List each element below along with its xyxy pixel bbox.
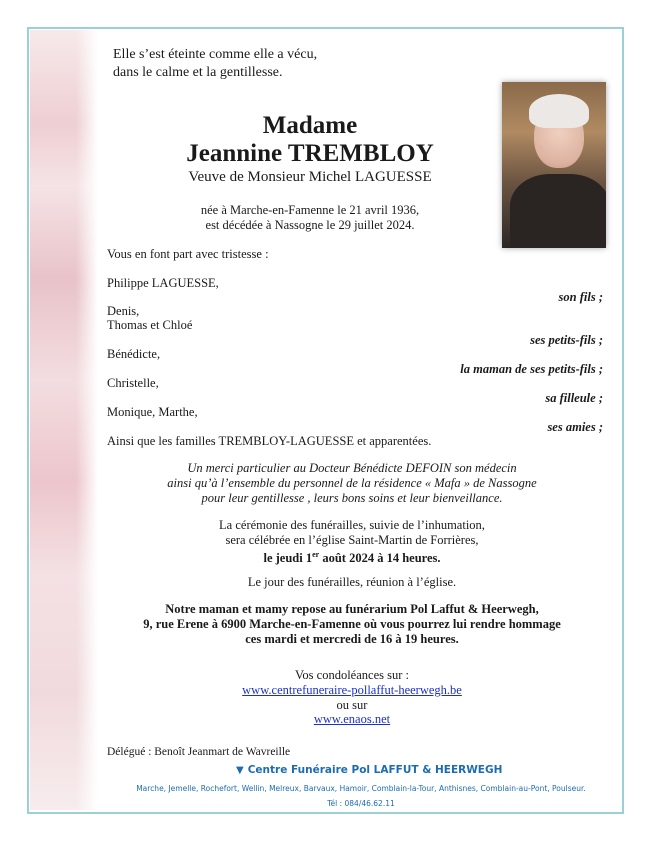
ceremony-line-1: La cérémonie des funérailles, suivie de l’inhumation,: [219, 518, 485, 532]
condolences-label: Vos condoléances sur :: [295, 668, 409, 682]
condolences-link-wrap-2: [107, 712, 597, 727]
condolences-link-1[interactable]: www.centrefuneraire-pollaffut-heerwegh.be: [242, 683, 462, 697]
reunion-line: Le jour des funérailles, réunion à l’église.: [247, 575, 457, 589]
ceremony-date-day: le jeudi 1: [263, 551, 313, 566]
family-name: Monique, Marthe,: [107, 405, 198, 419]
deceased-name: Jeannine TREMBLOY: [186, 140, 434, 167]
family-name: Denis,: [107, 304, 140, 318]
quote-line-2: dans le calme et la gentillesse.: [113, 65, 283, 80]
ceremony-line-2: sera célébrée en l’église Saint-Martin de Forrières,: [225, 533, 479, 547]
family-role: sa filleule ;: [545, 391, 603, 405]
ceremony-date-rest: août 2024 à 14 heures.: [319, 551, 441, 566]
family-role: ses petits-fils ;: [530, 333, 603, 347]
family-name: Philippe LAGUESSE,: [107, 276, 219, 290]
death-line: est décédée à Nassogne le 29 juillet 2024.: [205, 218, 415, 232]
family-role: son fils ;: [558, 290, 603, 304]
intro-text: Vous en font part avec tristesse :: [107, 247, 269, 261]
family-name: Bénédicte,: [107, 347, 161, 361]
company-label: Centre Funéraire Pol LAFFUT & HEERWEGH: [247, 764, 503, 776]
thanks-line-2: ainsi qu’à l’ensemble du personnel de la résidence « Mafa » de Nassogne: [167, 476, 537, 490]
family-role: la maman de ses petits-fils ;: [460, 362, 603, 376]
phone-line: Tél : 084/46.62.11: [327, 799, 395, 808]
ceremony-date: [107, 547, 597, 566]
family-role: ses amies ;: [547, 420, 603, 434]
company-name: [236, 764, 502, 776]
family-name: Christelle,: [107, 376, 159, 390]
delegate-line: Délégué : Benoît Jeanmart de Wavreille: [107, 746, 291, 758]
condolences-link-wrap: [107, 683, 597, 698]
thanks-line-1: Un merci particulier au Docteur Bénédicte DEFOIN son médecin: [187, 461, 517, 475]
triangle-down-icon: ▼: [236, 765, 244, 776]
condolences-link-2[interactable]: www.enaos.net: [313, 712, 391, 726]
thanks-line-3: pour leur gentillesse , leurs bons soins et leur bienveillance.: [201, 491, 503, 505]
ceremony-date-sup: er: [312, 550, 320, 559]
quote-line-1: Elle s’est éteinte comme elle a vécu,: [113, 47, 318, 62]
birth-line: née à Marche-en-Famenne le 21 avril 1936,: [200, 203, 420, 217]
salutation: Madame: [262, 112, 358, 139]
families-line: Ainsi que les familles TREMBLOY-LAGUESSE et apparentées.: [107, 434, 432, 448]
locations-line: Marche, Jemelle, Rochefort, Wellin, Melreux, Barvaux, Hamoir, Comblain-la-Tour, Anthisnes, Comblain-au-Pont, Poulseur.: [136, 784, 586, 793]
funerarium-line-1: Notre maman et mamy repose au funérarium Pol Laffut & Heerwegh,: [165, 602, 539, 616]
funerarium-line-3: ces mardi et mercredi de 16 à 19 heures.: [245, 632, 459, 646]
funerarium-line-2: 9, rue Erene à 6900 Marche-en-Famenne où vous pourrez lui rendre hommage: [143, 617, 561, 631]
widow-of: Veuve de Monsieur Michel LAGUESSE: [188, 169, 432, 185]
cherry-blossom-decoration: [30, 30, 98, 810]
portrait-photo: [502, 82, 606, 248]
condolences-or: ou sur: [336, 698, 368, 712]
family-name: Thomas et Chloé: [107, 318, 193, 332]
